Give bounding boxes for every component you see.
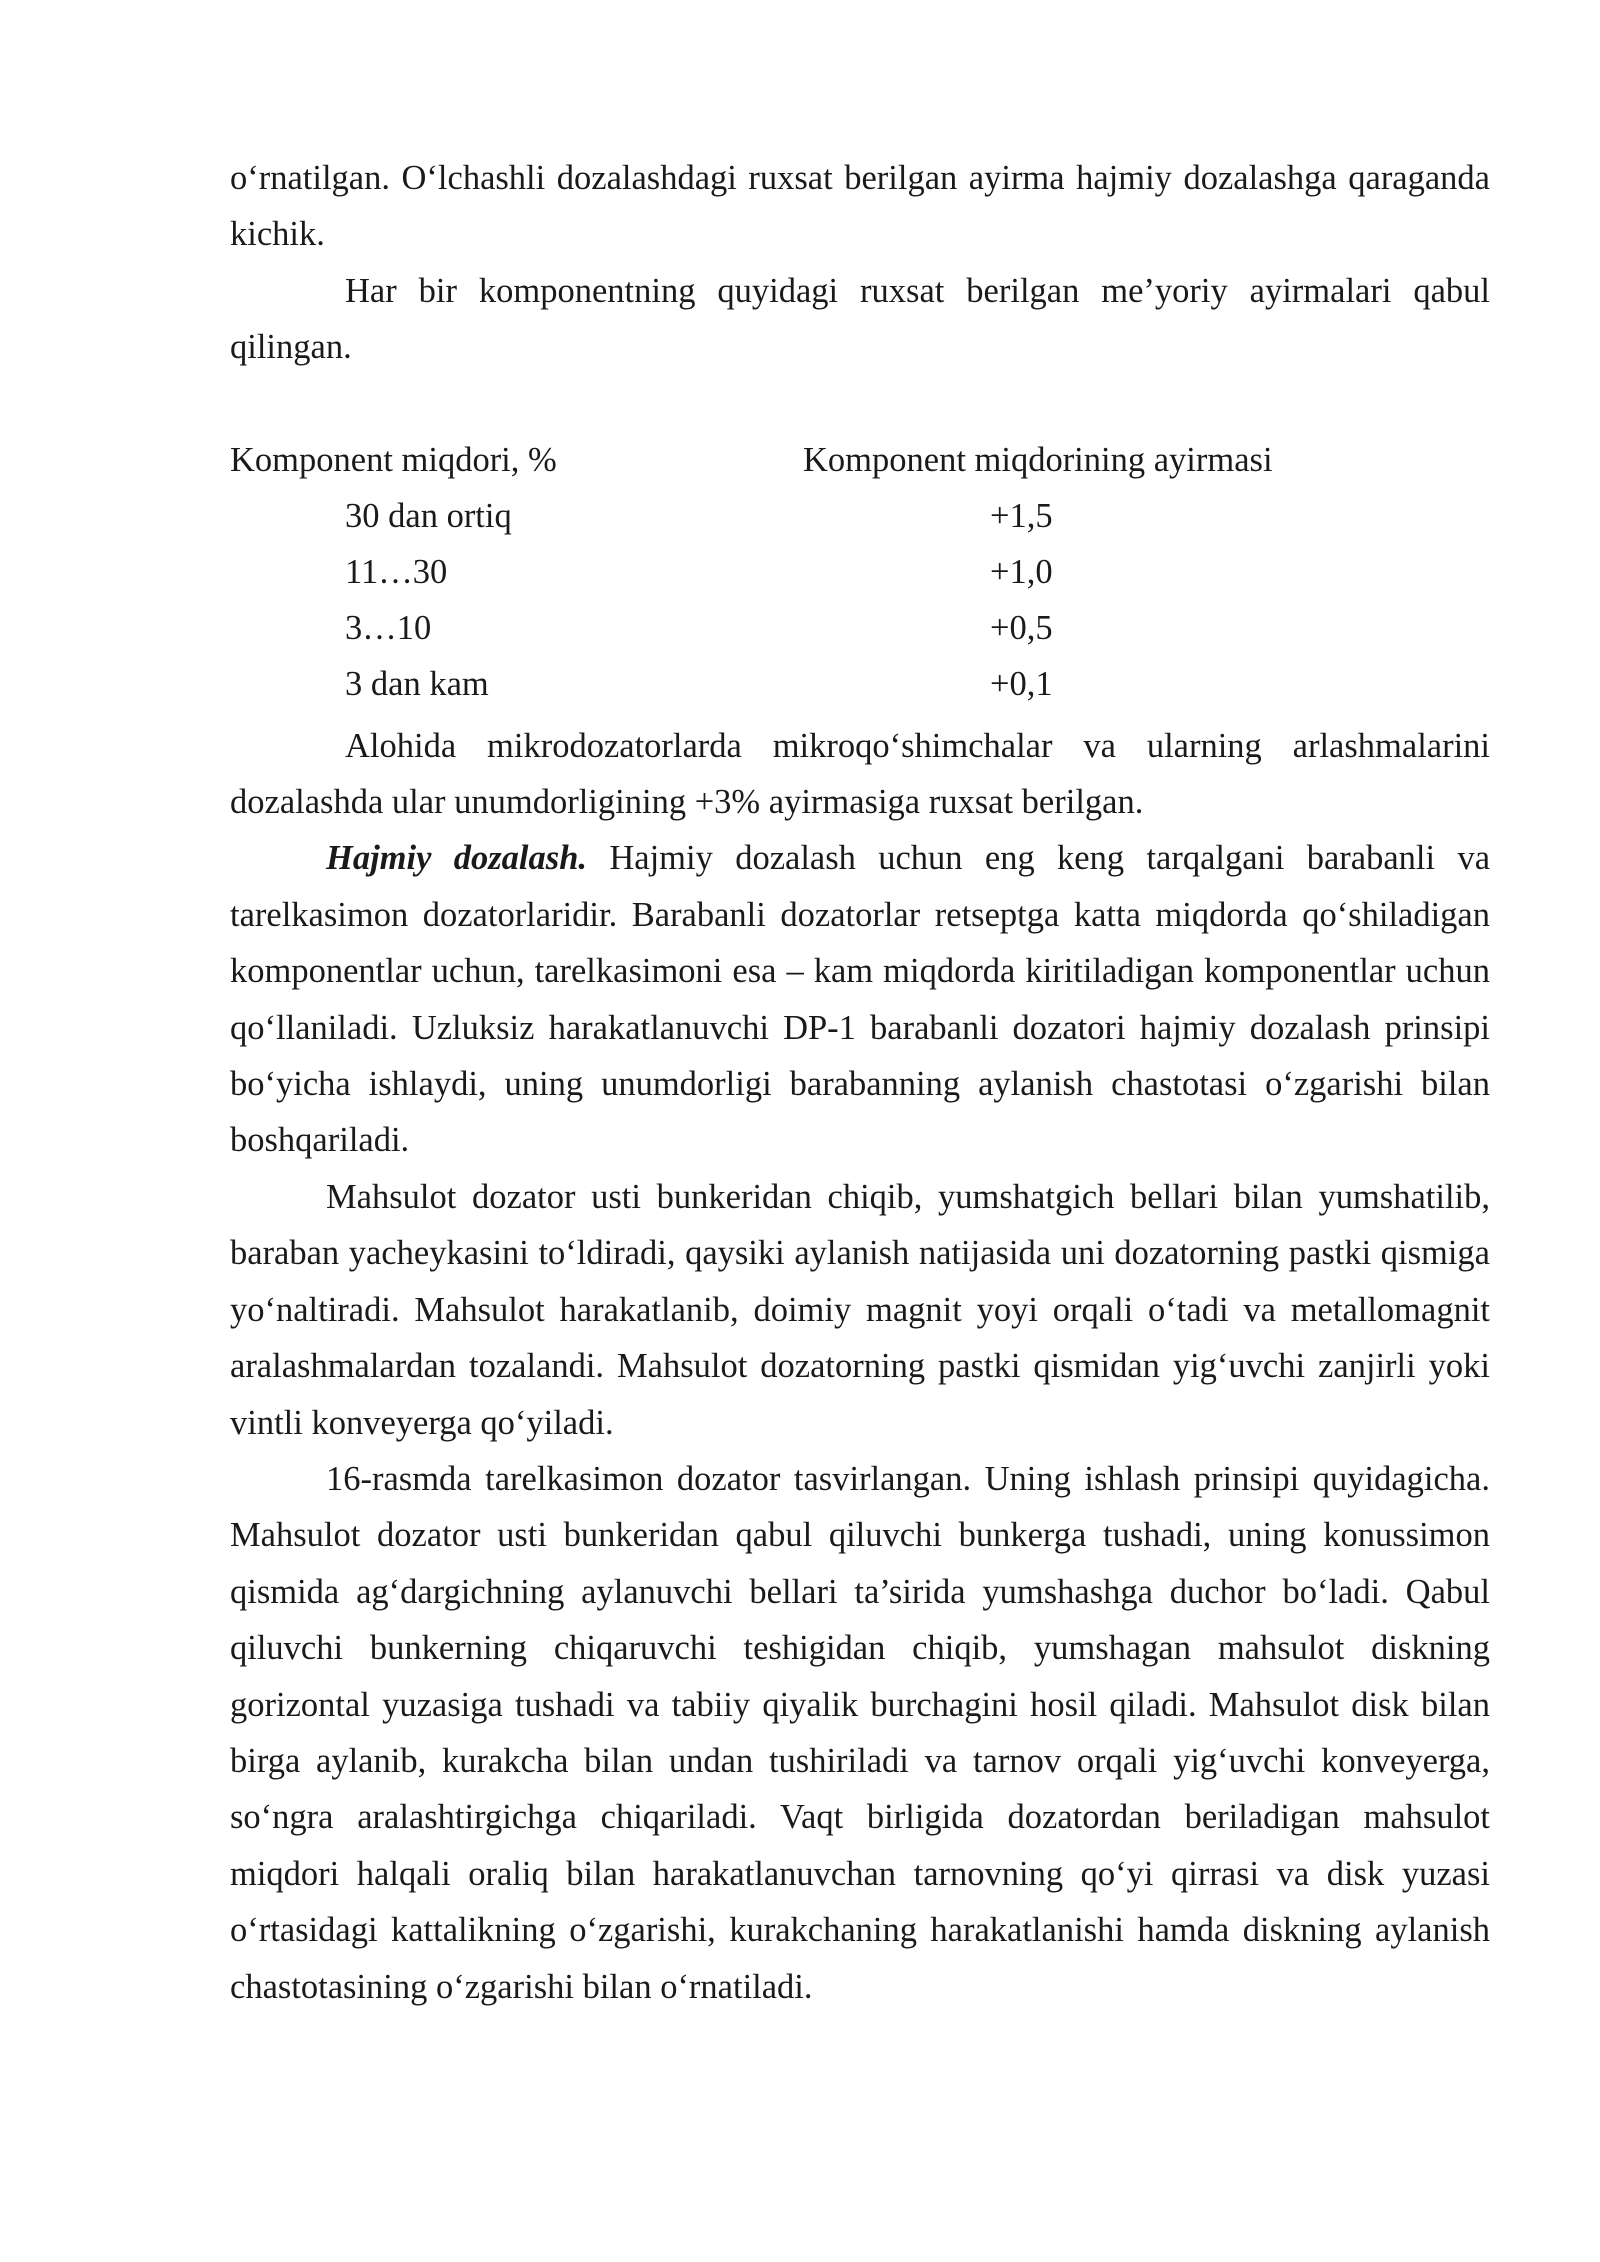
spacer: [230, 376, 1490, 432]
table-cell-deviation: +0,1: [990, 664, 1053, 703]
paragraph-plate-dosator: 16-rasmda tarelkasimon dozator tasvirlangan. Uning ishlash prinsipi quyidagicha. Mahsulot dozator usti bunkeridan qabul qiluvchi bunkerga tushadi, uning konussimon qismida agʻdargichning aylanuvchi bellari ta’sirida yumshashga duchor boʻladi. Qabul qiluvchi bunkerning chiqaruvchi teshigidan chiqib, yumshagan mahsulot diskning gorizontal yuzasiga tushadi va tabiiy qiyalik burchagini hosil qiladi. Mahsulot disk bilan birga aylanib, kurakcha bilan undan tushiriladi va tarnov orqali yigʻuvchi konveyerga, soʻngra aralashtirgichga chiqariladi. Vaqt birligida dozatordan beriladigan mahsulot miqdori halqali oraliq bilan harakatlanuvchan tarnovning qoʻyi qirrasi va disk yuzasi oʻrtasidagi kattalikning oʻzgarishi, kurakchaning harakatlanishi hamda diskning aylanish chastotasining oʻzgarishi bilan oʻrnatiladi.: [230, 1459, 1490, 2006]
table-header-component-amount: Komponent miqdori, %: [230, 440, 557, 479]
table-cell-range: 3…10: [345, 608, 432, 647]
paragraph-drum-dosator-operation: Mahsulot dozator usti bunkeridan chiqib, yumshatgich bellari bilan yumshatilib, baraban yacheykasini toʻldiradi, qaysiki aylanish natijasida uni dozatorning pastki qismiga yoʻnaltiradi. Mahsulot harakatlanib, doimiy magnit yoyi orqali oʻtadi va metallomagnit aralashmalardan tozalandi. Mahsulot dozatorning pastki qismidan yigʻuvchi zanjirli yoki vintli konveyerga qoʻyiladi.: [230, 1177, 1490, 1442]
table-cell-range: 11…30: [345, 552, 448, 591]
table-row: [230, 656, 1490, 712]
paragraph-volumetric-dosing-body: Hajmiy dozalash uchun eng keng tarqalgani barabanli va tarelkasimon dozatorlaridir. Barabanli dozatorlar retseptga katta miqdorda qoʻshiladigan komponentlar uchun, tarelkasimoni esa – kam miqdorda kiritiladigan komponentlar uchun qoʻllaniladi. Uzluksiz harakatlanuvchi DP-1 barabanli dozatori hajmiy dozalash prinsipi boʻyicha ishlaydi, uning unumdorligi barabanning aylanish chastotasi oʻzgarishi bilan boshqariladi.: [230, 839, 1491, 1160]
paragraph-microdosing: Alohida mikrodozatorlarda mikroqoʻshimchalar va ularning arlashmalarini dozalashda ular unumdorligining +3% ayirmasiga ruxsat berilgan.: [230, 726, 1490, 822]
table-row: [230, 488, 1490, 544]
tolerance-table: [230, 432, 1490, 703]
table-cell-range: 30 dan ortiq: [345, 496, 512, 535]
table-row: [230, 544, 1490, 600]
section-title-volumetric-dosing: Hajmiy dozalash.: [326, 839, 588, 878]
table-cell-deviation: +1,5: [990, 496, 1053, 535]
paragraph-tolerances-intro: Har bir komponentning quyidagi ruxsat berilgan me’yoriy ayirmalari qabul qilingan.: [230, 271, 1490, 367]
paragraph-volumetric-dosing: [230, 830, 1490, 1168]
table-cell-range: 3 dan kam: [345, 664, 489, 703]
table-cell-deviation: +0,5: [990, 608, 1053, 647]
table-cell-deviation: +1,0: [990, 552, 1053, 591]
table-header-component-deviation: Komponent miqdorining ayirmasi: [803, 440, 1273, 479]
document-page: [230, 150, 1490, 2015]
table-row: [230, 600, 1490, 656]
paragraph-intro: oʻrnatilgan. Oʻlchashli dozalashdagi ruxsat berilgan ayirma hajmiy dozalashga qaraganda kichik.: [230, 159, 1490, 254]
